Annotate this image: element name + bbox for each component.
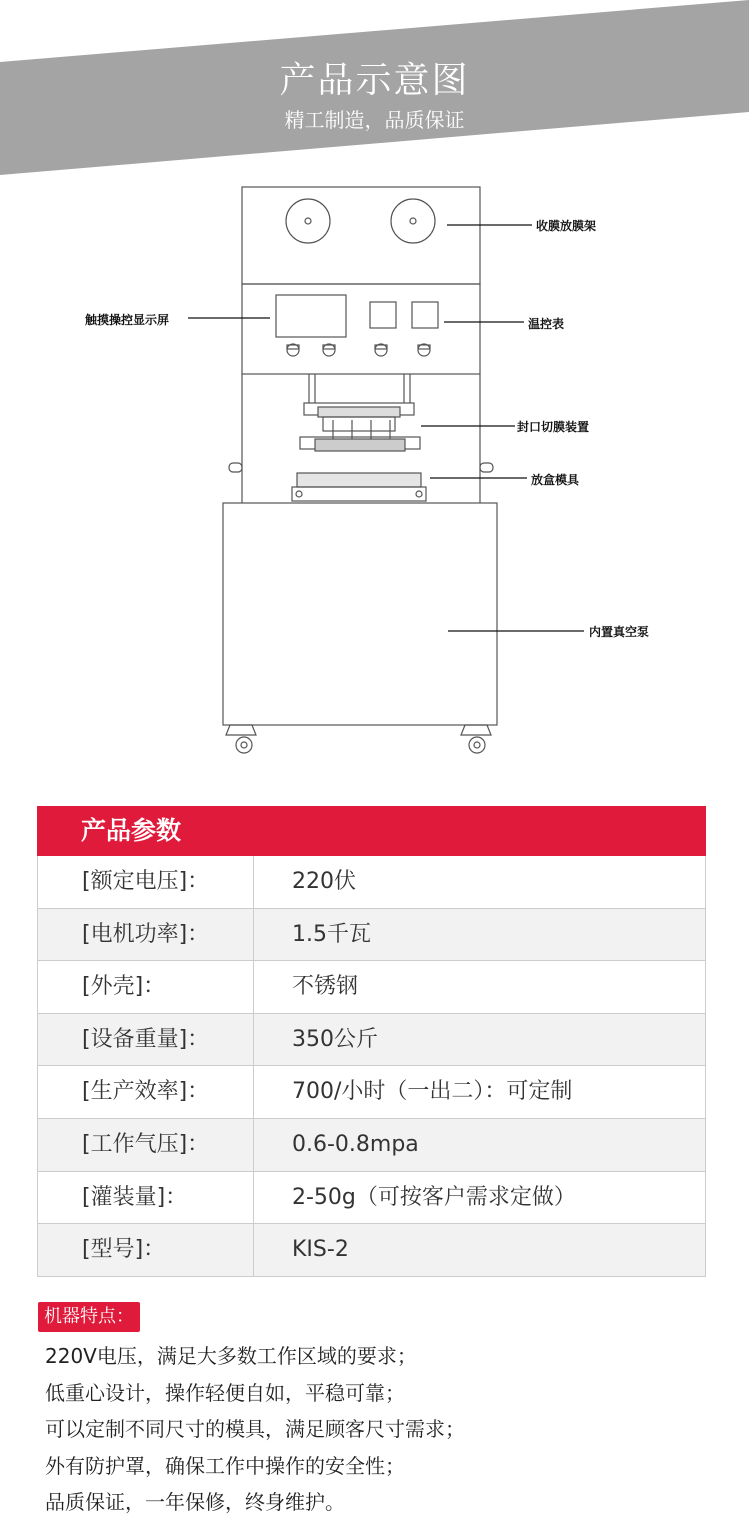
param-label: [额定电压]：: [38, 856, 254, 908]
label-vacuum-pump: 内置真空泵: [589, 625, 650, 639]
table-row: [37, 1014, 706, 1067]
param-value: KIS-2: [292, 1237, 349, 1263]
param-label: [生产效率]：: [38, 1066, 254, 1118]
list-item: 220V电压，满足大多数工作区域的要求；: [45, 1344, 417, 1368]
header-banner: [0, 0, 749, 175]
table-row: [37, 909, 706, 962]
params-table: [37, 806, 706, 1277]
param-value: 700/小时（一出二）：可定制: [292, 1079, 573, 1105]
film-rack-panel: [242, 187, 480, 284]
banner-title: 产品示意图: [279, 60, 470, 101]
control-panel: [242, 284, 480, 374]
label-seal-cut: 封口切膜装置: [517, 420, 590, 434]
label-touch-screen: 触摸操控显示屏: [85, 313, 170, 327]
param-label: [型号]：: [38, 1224, 254, 1276]
param-value: 0.6-0.8mpa: [292, 1131, 419, 1157]
param-label: [电机功率]：: [38, 909, 254, 961]
label-film-rack: 收膜放膜架: [536, 219, 597, 233]
list-item: 低重心设计，操作轻便自如，平稳可靠；: [45, 1380, 405, 1405]
table-row: [37, 856, 706, 909]
params-title: 产品参数: [37, 806, 706, 856]
param-value: 不锈钢: [292, 974, 359, 1000]
param-label: [外壳]：: [38, 961, 254, 1013]
banner-subtitle: 精工制造，品质保证: [284, 108, 465, 132]
param-value: 220伏: [292, 869, 356, 894]
label-box-mold: 放盒模具: [531, 473, 580, 487]
param-value: 2-50g（可按客户需求定做）: [292, 1184, 576, 1210]
lower-cabinet: [223, 503, 497, 725]
param-label: [设备重量]：: [38, 1014, 254, 1066]
features-title: 机器特点：: [38, 1302, 140, 1332]
machine-diagram: [0, 175, 749, 785]
label-temp-control: 温控表: [528, 317, 565, 331]
table-row: [37, 1224, 706, 1277]
list-item: 可以定制不同尺寸的模具，满足顾客尺寸需求；: [45, 1417, 465, 1442]
list-item: 外有防护罩，确保工作中操作的安全性；: [45, 1453, 405, 1478]
param-value: 1.5千瓦: [292, 921, 371, 947]
table-row: [37, 1119, 706, 1172]
table-row: [37, 1172, 706, 1225]
param-label: [工作气压]：: [38, 1119, 254, 1171]
machine-drawing: [0, 175, 749, 785]
list-item: 品质保证，一年保修，终身维护。: [45, 1490, 345, 1515]
param-value: 350公斤: [292, 1026, 378, 1052]
features-list: [45, 1338, 465, 1521]
params-rows: [37, 856, 706, 1277]
param-label: [灌装量]：: [38, 1172, 254, 1224]
table-row: [37, 1066, 706, 1119]
table-row: [37, 961, 706, 1014]
